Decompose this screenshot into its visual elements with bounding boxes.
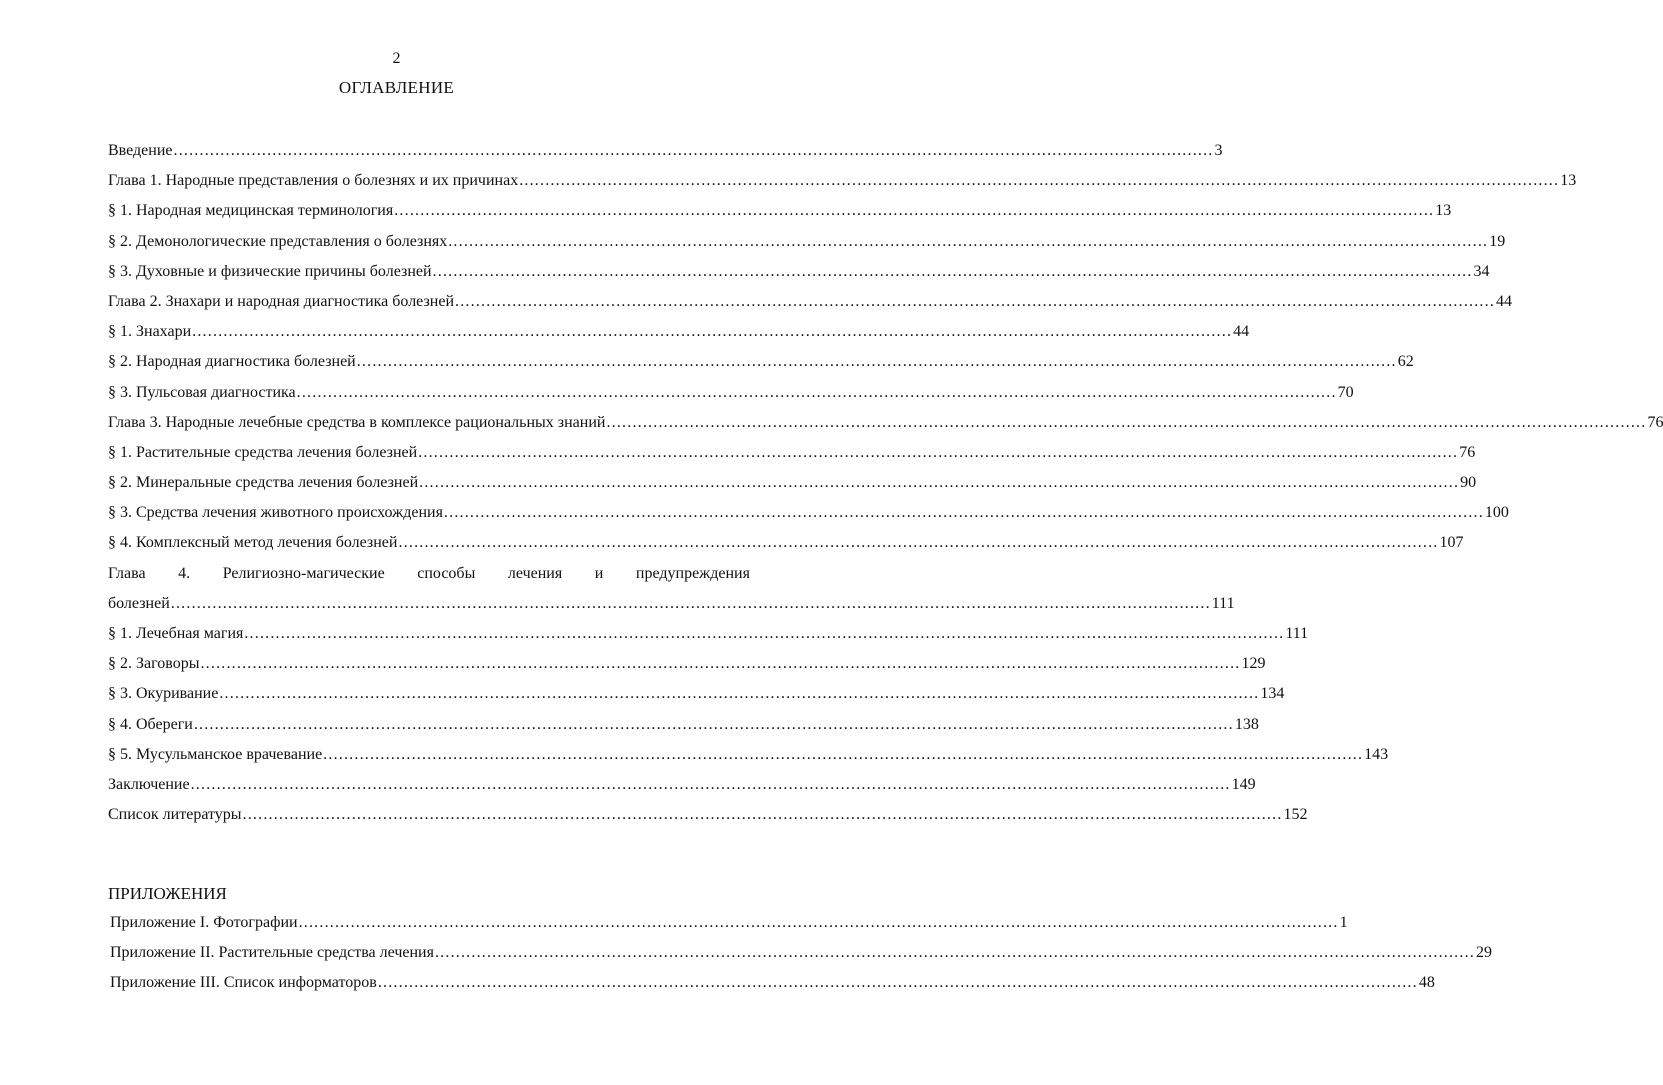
toc-entry-page: 111 <box>1211 594 1235 612</box>
toc-entry[interactable] <box>108 685 1285 715</box>
toc-entry[interactable] <box>108 504 1509 534</box>
toc-entry-label: § 1. Лечебная магия <box>108 625 244 642</box>
leader-dots: ........................................................................................................................................................................................................ <box>298 914 1339 931</box>
toc-entry-label: § 3. Средства лечения животного происхождения <box>108 504 443 522</box>
toc-entry[interactable] <box>108 655 1266 685</box>
toc-entry-label: § 3. Духовные и физические причины болезней <box>108 262 432 280</box>
leader-dots: ........................................................................................................................................................................................................ <box>419 474 1460 492</box>
chapter-4-line-2[interactable] <box>108 594 1235 625</box>
toc-entry-page: 90 <box>1460 474 1477 492</box>
leader-dots: ........................................................................................................................................................................................................ <box>356 353 1397 371</box>
leader-dots: ........................................................................................................................................................................................................ <box>219 685 1260 703</box>
toc-entry-page: 138 <box>1234 715 1259 733</box>
toc-entry[interactable] <box>108 202 1452 232</box>
leader-dots: ........................................................................................................................................................................................................ <box>377 974 1418 992</box>
leader-dots: ........................................................................................................................................................................................................ <box>200 655 1241 673</box>
toc-entry-label: § 4. Обереги <box>108 715 193 733</box>
toc-entry[interactable] <box>108 292 1513 323</box>
toc-entry[interactable] <box>108 232 1506 263</box>
toc-entry-page: 13 <box>1435 202 1452 220</box>
toc-entry-label: Приложение II. Растительные средства лечения <box>110 944 434 962</box>
toc-entry[interactable] <box>108 715 1259 746</box>
toc-entry[interactable] <box>108 142 1223 172</box>
leader-dots: ........................................................................................................................................................................................................ <box>606 413 1647 431</box>
toc-entry-page: 111 <box>1285 625 1309 642</box>
leader-dots: ........................................................................................................................................................................................................ <box>519 172 1560 190</box>
toc-entry[interactable] <box>108 443 1476 474</box>
leader-dots: ........................................................................................................................................................................................................ <box>242 806 1283 824</box>
toc-entry-page: 62 <box>1397 353 1414 371</box>
toc-entry-label: § 1. Знахари <box>108 323 192 341</box>
toc-entry-label: Список литературы <box>108 806 242 824</box>
toc-entry-label: Глава 3. Народные лечебные средства в комплексе рациональных знаний <box>108 413 606 431</box>
toc-entry-page: 48 <box>1418 974 1435 992</box>
toc-entry-label: § 2. Народная диагностика болезней <box>108 353 356 371</box>
leader-dots: ........................................................................................................................................................................................................ <box>190 775 1231 793</box>
toc-entry[interactable] <box>108 413 1663 444</box>
chapter-4-word: 4. <box>178 564 191 582</box>
toc-entry-label: Приложение III. Список информаторов <box>110 974 377 992</box>
toc-entry-page: 44 <box>1496 292 1513 310</box>
leader-dots: ........................................................................................................................................................................................................ <box>296 383 1337 401</box>
toc-entry-page: 143 <box>1364 745 1389 763</box>
appendices-list <box>110 914 1492 1005</box>
toc-entry-page: 149 <box>1231 775 1256 793</box>
toc-entry-label: § 2. Заговоры <box>108 655 200 673</box>
leader-dots: ........................................................................................................................................................................................................ <box>455 292 1496 310</box>
chapter-4-word: и <box>594 564 604 582</box>
toc-entry[interactable] <box>108 775 1256 806</box>
toc-entry-page: 152 <box>1283 806 1308 824</box>
leader-dots: ........................................................................................................................................................................................................ <box>394 202 1435 220</box>
chapter-4-word: лечения <box>507 564 563 582</box>
toc-entry-label: Приложение I. Фотографии <box>110 914 298 931</box>
page-title: ОГЛАВЛЕНИЕ <box>338 78 455 97</box>
toc-entry-label: § 5. Мусульманское врачевание <box>108 745 323 763</box>
toc-entry-page: 129 <box>1241 655 1266 673</box>
toc-entry-page: 44 <box>1233 323 1250 341</box>
toc-entry-label: Заключение <box>108 775 190 793</box>
appendices-title: ПРИЛОЖЕНИЯ <box>108 884 227 903</box>
toc-entry-page: 1 <box>1339 914 1348 931</box>
leader-dots: ........................................................................................................................................................................................................ <box>244 625 1285 642</box>
toc-entry[interactable] <box>108 353 1414 383</box>
chapter-4-line-1[interactable] <box>108 565 750 595</box>
toc-entry-page: 76 <box>1647 413 1663 431</box>
leader-dots: ........................................................................................................................................................................................................ <box>173 142 1214 159</box>
toc-entry-label: § 1. Растительные средства лечения болезней <box>108 443 418 461</box>
chapter-4-word: предупреждения <box>635 564 750 582</box>
toc-entry-label: § 4. Комплексный метод лечения болезней <box>108 534 398 552</box>
toc-entry-page: 70 <box>1337 383 1354 401</box>
toc-entry[interactable] <box>108 172 1577 202</box>
toc-entry[interactable] <box>108 474 1477 504</box>
chapter-4-word: способы <box>417 564 476 582</box>
leader-dots: ........................................................................................................................................................................................................ <box>443 504 1484 522</box>
toc-entry-page: 29 <box>1475 944 1492 962</box>
toc-entry-label: Глава 2. Знахари и народная диагностика болезней <box>108 292 455 310</box>
leader-dots: ........................................................................................................................................................................................................ <box>170 594 1211 612</box>
toc-entry-label: § 2. Минеральные средства лечения болезней <box>108 474 419 492</box>
toc-entry[interactable] <box>108 534 1464 564</box>
toc-entry-label: § 2. Демонологические представления о болезнях <box>108 232 448 250</box>
leader-dots: ........................................................................................................................................................................................................ <box>418 443 1459 461</box>
leader-dots: ........................................................................................................................................................................................................ <box>448 232 1489 250</box>
toc-entry[interactable] <box>108 262 1490 293</box>
toc-entry-label: § 1. Народная медицинская терминология <box>108 202 394 220</box>
toc-entry[interactable] <box>108 806 1308 836</box>
leader-dots: ........................................................................................................................................................................................................ <box>434 944 1475 962</box>
toc-entry-page: 107 <box>1439 534 1464 552</box>
toc-entry-page: 13 <box>1560 172 1577 190</box>
leader-dots: ........................................................................................................................................................................................................ <box>193 715 1234 733</box>
chapter-4-word: Глава <box>108 564 146 582</box>
toc-entry[interactable] <box>108 745 1389 776</box>
toc-entry-page: 34 <box>1473 262 1490 280</box>
toc-entry-label: § 3. Пульсовая диагностика <box>108 383 296 401</box>
leader-dots: ........................................................................................................................................................................................................ <box>192 323 1233 341</box>
toc-entry-page: 134 <box>1260 685 1285 703</box>
leader-dots: ........................................................................................................................................................................................................ <box>432 262 1473 280</box>
chapter-4-word: Религиозно-магические <box>222 564 385 582</box>
appendix-entry[interactable] <box>110 914 1348 944</box>
toc-entry[interactable] <box>108 323 1250 353</box>
toc-entry-page: 19 <box>1489 232 1506 250</box>
toc-entry-label: Введение <box>108 142 173 159</box>
toc-entry-page: 100 <box>1484 504 1509 522</box>
table-of-contents <box>108 142 1663 836</box>
toc-entry[interactable] <box>108 625 1309 655</box>
leader-dots: ........................................................................................................................................................................................................ <box>398 534 1439 552</box>
toc-entry-label: Глава 1. Народные представления о болезнях и их причинах <box>108 172 519 190</box>
appendix-entry[interactable] <box>110 944 1492 974</box>
leader-dots: ........................................................................................................................................................................................................ <box>323 745 1364 763</box>
toc-entry-label: § 3. Окуривание <box>108 685 219 703</box>
toc-entry[interactable] <box>108 383 1354 414</box>
appendix-entry[interactable] <box>110 974 1435 1004</box>
toc-entry-page: 76 <box>1459 443 1476 461</box>
page-number: 2 <box>392 50 401 67</box>
toc-entry-label: болезней <box>108 594 170 612</box>
toc-entry-page: 3 <box>1214 142 1223 159</box>
